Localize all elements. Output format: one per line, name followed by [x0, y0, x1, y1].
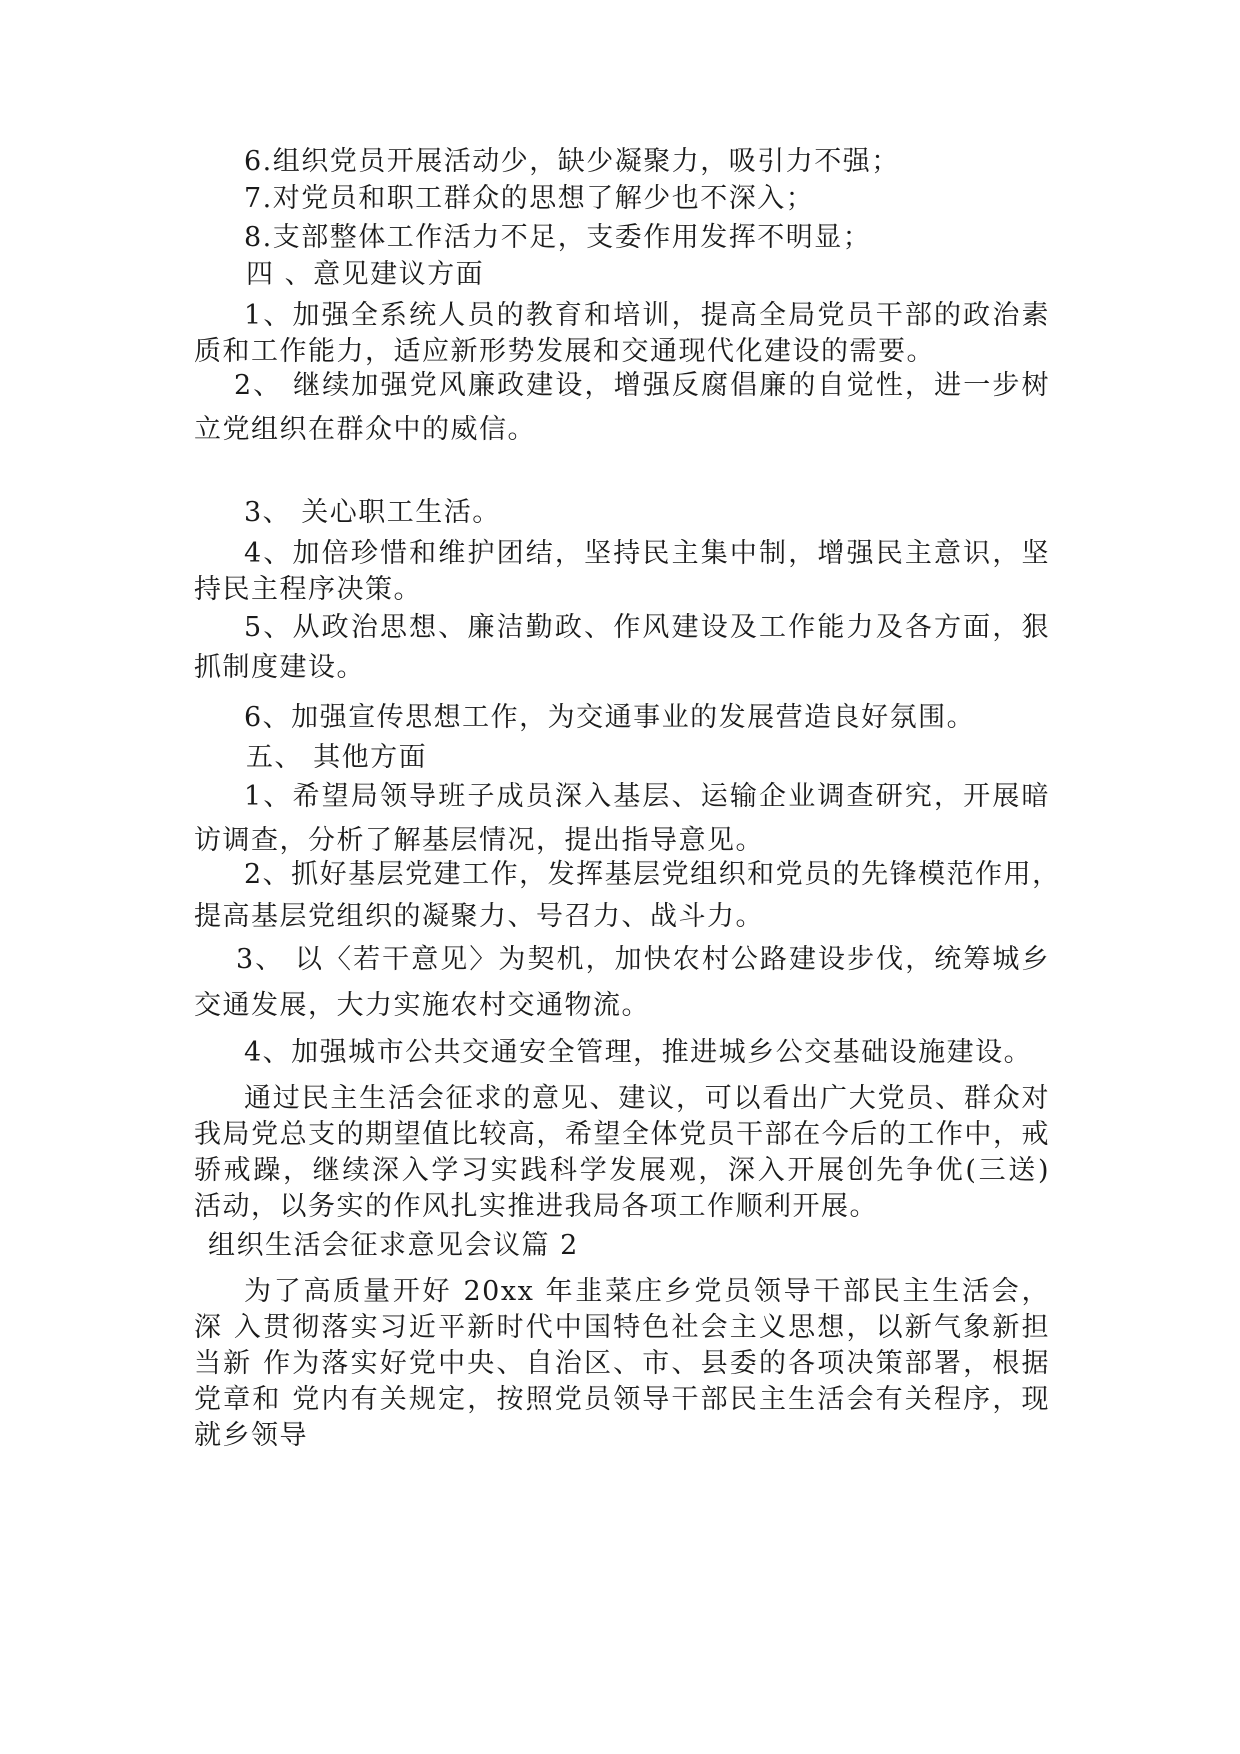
paragraph-5-2 — [194, 857, 1061, 935]
paragraph-line: 1、希望局领导班子成员深入基层、运输企业调查研究，开展暗 — [244, 781, 1050, 812]
paragraph-line: 质和工作能力，适应新形势发展和交通现代化建设的需要。 — [194, 336, 935, 367]
paragraph-line: 2、 继续加强党风廉政建设，增强反腐倡廉的自觉性，进一步树 — [234, 370, 1050, 401]
list-item-7: 7.对党员和职工群众的思想了解少也不深入； — [244, 183, 815, 214]
paragraph-line: 3、 以〈若干意见〉为契机，加快农村公路建设步伐，统筹城乡 — [236, 944, 1050, 975]
paragraph-4-6: 6、加强宣传思想工作，为交通事业的发展营造良好氛围。 — [244, 702, 976, 733]
list-item-6: 6.组织党员开展活动少，缺少凝聚力，吸引力不强； — [244, 146, 900, 177]
paragraph-line: 交通发展，大力实施农村交通物流。 — [194, 990, 650, 1021]
paragraph-4-1 — [194, 298, 1050, 370]
paragraph-line: 提高基层党组织的凝聚力、号召力、战斗力。 — [194, 901, 764, 932]
paragraph-4-2 — [194, 368, 1050, 448]
paragraph-line: 我局党总支的期望值比较高，希望全体党员干部在今后的工作中，戒 — [194, 1119, 1050, 1150]
paragraph-line: 就乡领导 — [194, 1420, 308, 1451]
paragraph-4-4 — [194, 536, 1050, 608]
paragraph-4-3: 3、 关心职工生活。 — [244, 497, 501, 528]
paragraph-line: 立党组织在群众中的威信。 — [194, 414, 536, 445]
paragraph-line: 访调查，分析了解基层情况，提出指导意见。 — [194, 825, 764, 856]
paragraph-line: 2、抓好基层党建工作，发挥基层党组织和党员的先锋模范作用， — [244, 859, 1061, 890]
paragraph-line: 抓制度建设。 — [194, 652, 365, 683]
summary-paragraph — [194, 1081, 1050, 1225]
paragraph-line: 党章和 党内有关规定，按照党员领导干部民主生活会有关程序，现 — [194, 1384, 1050, 1415]
paragraph-line: 1、加强全系统人员的教育和培训，提高全局党员干部的政治素 — [244, 300, 1050, 331]
paragraph-line: 通过民主生活会征求的意见、建议，可以看出广大党员、群众对 — [244, 1083, 1050, 1114]
paragraph-5-3 — [194, 942, 1050, 1024]
paragraph-line: 持民主程序决策。 — [194, 574, 422, 605]
paragraph-line: 深 入贯彻落实习近平新时代中国特色社会主义思想，以新气象新担 — [194, 1312, 1050, 1343]
paragraph-5-1 — [194, 779, 1050, 859]
paragraph-4-5 — [194, 610, 1050, 686]
paragraph-line: 骄戒躁，继续深入学习实践科学发展观，深入开展创先争优(三送) — [194, 1155, 1050, 1186]
section-heading-4: 四 、意见建议方面 — [246, 259, 485, 290]
paragraph-line: 为了高质量开好 20xx 年韭菜庄乡党员领导干部民主生活会， — [244, 1276, 1050, 1307]
article-title-2: 组织生活会征求意见会议篇 2 — [208, 1230, 579, 1261]
paragraph-line: 4、加倍珍惜和维护团结，坚持民主集中制，增强民主意识，坚 — [244, 538, 1050, 569]
paragraph-line: 当新 作为落实好党中央、自治区、市、县委的各项决策部署，根据 — [194, 1348, 1050, 1379]
paragraph-line: 活动，以务实的作风扎实推进我局各项工作顺利开展。 — [194, 1191, 878, 1222]
list-item-8: 8.支部整体工作活力不足，支委作用发挥不明显； — [244, 222, 872, 253]
section-heading-5: 五、 其他方面 — [246, 742, 428, 773]
paragraph-line: 5、从政治思想、廉洁勤政、作风建设及工作能力及各方面，狠 — [244, 612, 1050, 643]
paragraph-5-4: 4、加强城市公共交通安全管理，推进城乡公交基础设施建设。 — [244, 1037, 1033, 1068]
article-2-paragraph — [194, 1274, 1050, 1454]
